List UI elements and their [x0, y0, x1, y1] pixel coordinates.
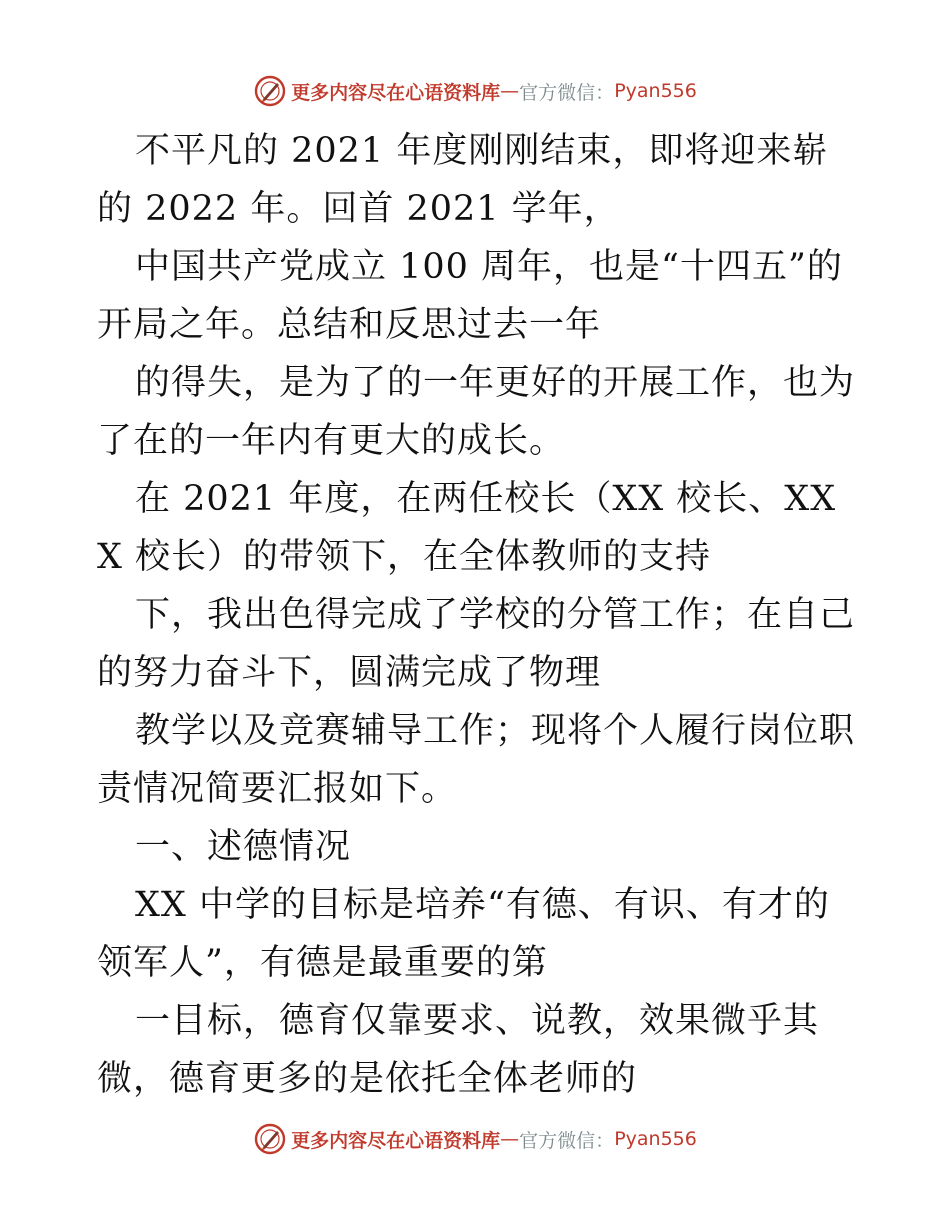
paragraph-7: XX 中学的目标是培养“有德、有识、有才的领军人”，有德是最重要的第 — [97, 885, 830, 983]
pen-logo-icon — [253, 1122, 287, 1156]
paragraph-6: 教学以及竞赛辅导工作；现将个人履行岗位职责情况简要汇报如下。 — [97, 711, 856, 809]
paragraph-4: 在 2021 年度，在两任校长（XX 校长、XXX 校长）的带领下，在全体教师的支持 — [97, 479, 837, 577]
pen-logo-icon — [253, 74, 287, 108]
header-banner — [0, 69, 950, 113]
banner-site-text: 更多内容尽在心语资料库 — [291, 81, 501, 104]
section-heading: 一、述德情况 — [135, 827, 352, 867]
paragraph-1: 不平凡的 2021 年度刚刚结束，即将迎来崭的 2022 年。回首 2021 学年， — [97, 131, 829, 229]
banner-wechat-label: 官方微信： — [519, 81, 615, 104]
banner-dash: — — [500, 1128, 520, 1150]
banner-wechat-id: Pyan556 — [614, 80, 697, 102]
paragraph-8: 一目标，德育仅靠要求、说教，效果微乎其微，德育更多的是依托全体老师的 — [97, 1001, 820, 1099]
paragraph-3: 的得失，是为了的一年更好的开展工作，也为了在的一年内有更大的成长。 — [97, 363, 856, 461]
banner-dash: — — [500, 80, 520, 102]
document-body — [97, 122, 857, 1108]
banner-wechat-id: Pyan556 — [614, 1128, 697, 1150]
paragraph-2: 中国共产党成立 100 周年，也是“十四五”的开局之年。总结和反思过去一年 — [97, 247, 843, 345]
footer-banner — [0, 1117, 950, 1161]
banner-site-text: 更多内容尽在心语资料库 — [291, 1129, 501, 1152]
paragraph-5: 下，我出色得完成了学校的分管工作；在自己的努力奋斗下，圆满完成了物理 — [97, 595, 856, 693]
banner-wechat-label: 官方微信： — [519, 1129, 615, 1152]
